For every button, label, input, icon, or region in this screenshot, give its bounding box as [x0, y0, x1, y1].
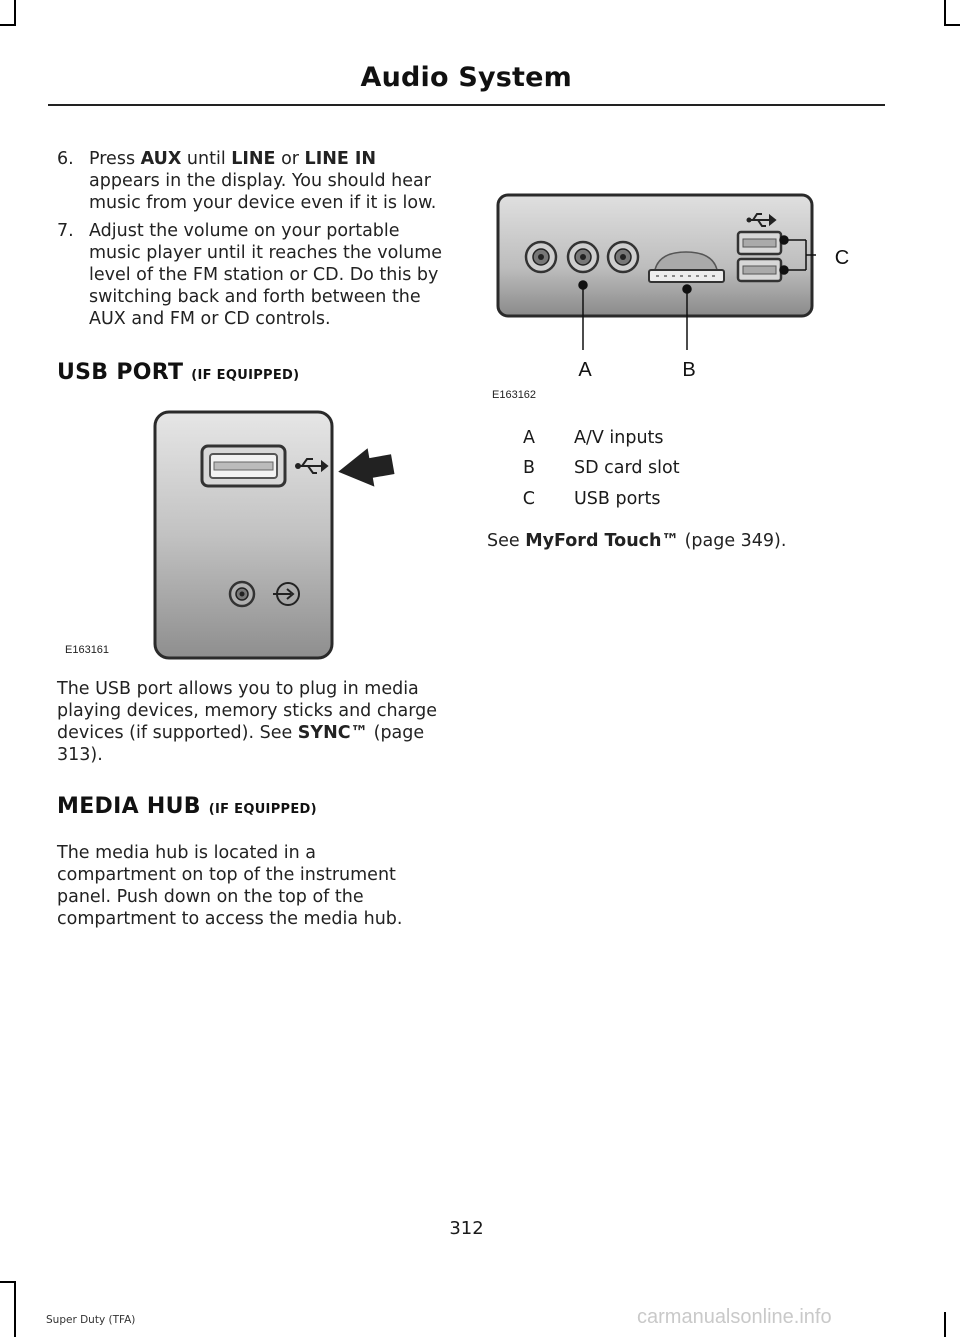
figure-code: E163161 [65, 644, 110, 656]
crop-mark [0, 1281, 16, 1283]
legend-value: A/V inputs [574, 428, 664, 448]
legend-value: SD card slot [574, 458, 680, 478]
legend-row [487, 458, 867, 482]
header-rule [48, 104, 885, 106]
heading-text: USB PORT [57, 360, 184, 385]
usb-port-paragraph [57, 678, 449, 766]
legend-value: USB ports [574, 489, 661, 509]
crop-mark [944, 0, 946, 24]
watermark: carmanualsonline.info [637, 1306, 832, 1328]
legend-key: A [523, 428, 535, 448]
heading-text: MEDIA HUB [57, 794, 201, 819]
crop-mark [0, 24, 16, 26]
legend-key: B [522, 458, 535, 478]
footer-text: Super Duty (TFA) [46, 1314, 136, 1326]
av-jack [568, 242, 598, 272]
page-title: Audio System [360, 62, 572, 93]
see-also-text: (page 349). [679, 531, 787, 551]
usb-port [738, 259, 781, 281]
step-text-part: until [181, 149, 232, 169]
legend-row [487, 428, 867, 452]
step-number: 6. [57, 149, 74, 169]
legend-row [487, 489, 867, 513]
media-hub-illustration [486, 190, 866, 390]
button-name-aux: AUX [140, 149, 182, 169]
section-heading-media-hub [57, 794, 317, 819]
heading-qualifier: (IF EQUIPPED) [191, 368, 300, 383]
button-name-line-in: LINE IN [304, 149, 377, 169]
callout-c: C [834, 247, 850, 269]
usb-port [738, 232, 781, 254]
media-hub-paragraph: The media hub is located in a compartment on top of the instrument panel. Push down on the top of the compartment to access the media hub. [57, 843, 403, 929]
legend-key: C [522, 489, 535, 509]
crop-mark [14, 0, 16, 24]
see-also [487, 530, 786, 552]
step-text-part: appears in the display. You should hear music from your device even if it is low. [89, 171, 437, 213]
step-6 [57, 148, 452, 214]
paragraph-text: The USB port allows you to plug in media playing devices, memory sticks and charge devices (if supported). See [57, 679, 438, 743]
crop-mark [14, 1281, 16, 1337]
crop-mark [944, 24, 960, 26]
cross-reference: SYNC™ [297, 723, 369, 743]
usb-port-illustration [150, 408, 415, 664]
button-name-line: LINE [231, 149, 276, 169]
callout-a: A [578, 359, 592, 381]
av-jack [526, 242, 556, 272]
step-text-part: Press [89, 149, 141, 169]
step-text-part: or [275, 149, 305, 169]
step-text [89, 148, 451, 214]
step-number: 7. [57, 221, 74, 241]
step-7 [57, 220, 452, 330]
page-number: 312 [449, 1218, 484, 1239]
callout-b: B [682, 359, 696, 381]
crop-mark [944, 1312, 946, 1337]
av-jack [608, 242, 638, 272]
step-text: Adjust the volume on your portable music player until it reaches the volume level of the FM station or CD. Do this by switching back and forth between the AUX and FM or CD controls. [89, 221, 443, 329]
figure-code: E163162 [492, 389, 537, 401]
see-also-text: See [487, 531, 526, 551]
section-heading-usb-port [57, 360, 299, 385]
heading-qualifier: (IF EQUIPPED) [208, 802, 317, 817]
cross-reference: MyFord Touch™ [525, 531, 679, 551]
paragraph-text: (page 313). [57, 723, 425, 765]
